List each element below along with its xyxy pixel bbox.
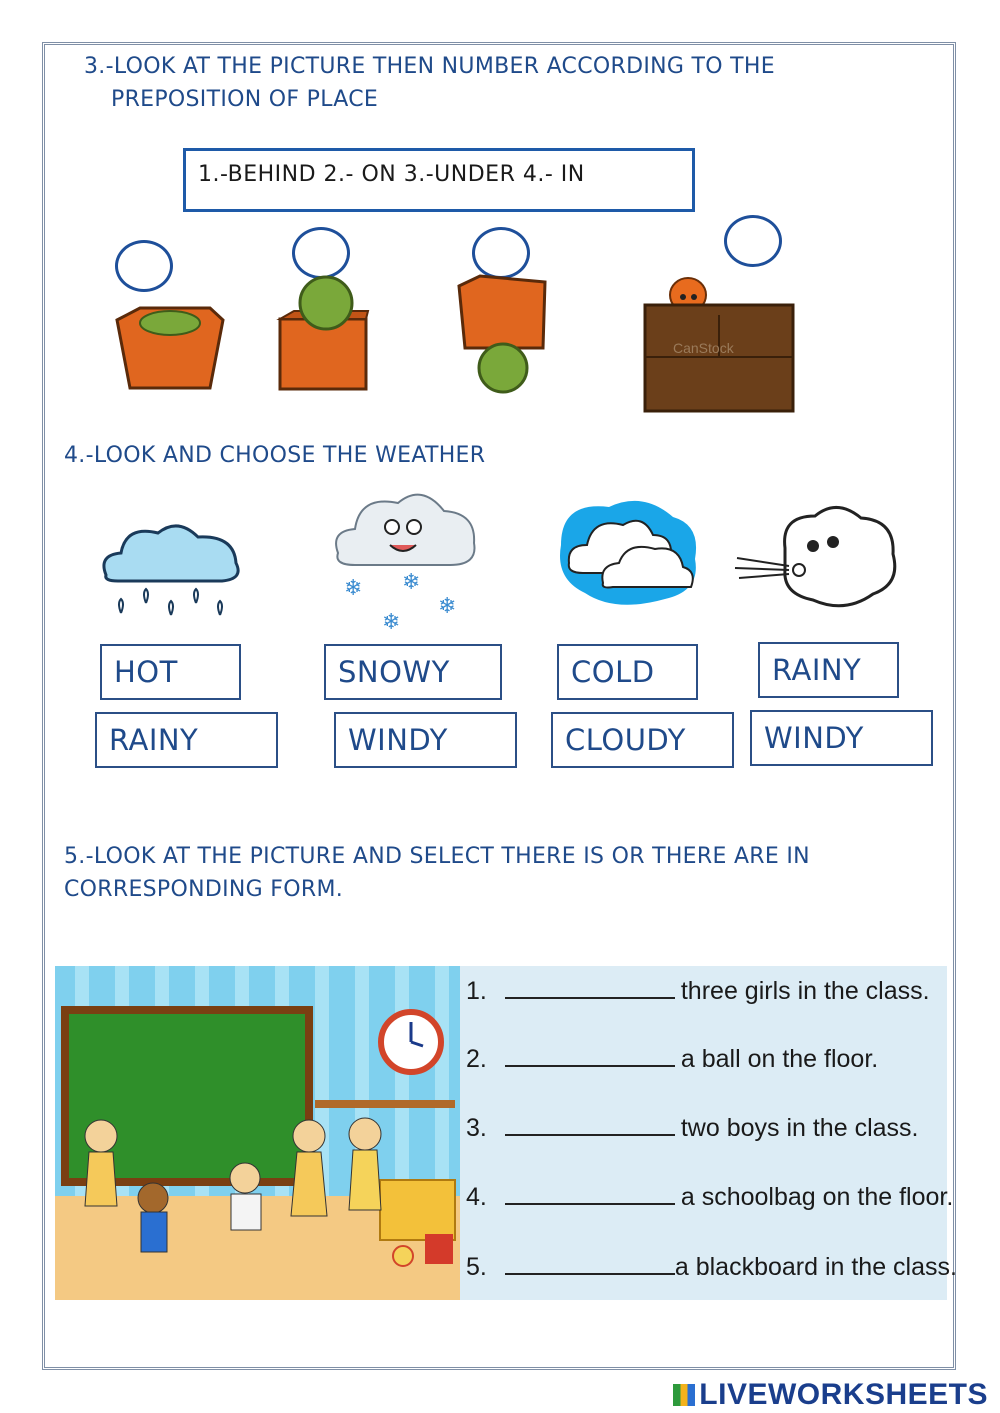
section4-heading: 4.-LOOK AND CHOOSE THE WEATHER [64,443,486,468]
section3-heading-line2: PREPOSITION OF PLACE [111,87,379,112]
sentence-1-text: three girls in the class. [680,977,930,1005]
answer-circle-2[interactable] [292,227,350,279]
sentence-1 [466,975,930,1006]
windy-cloud-picture [733,498,901,616]
sentence-4-blank[interactable] [505,1181,675,1205]
weather-option-3-bottom[interactable]: CLOUDY [551,712,734,768]
liveworksheets-logo-text: LIVEWORKSHEETS [699,1378,988,1411]
ball-on-box-picture [276,275,371,393]
prepositions-key-box: 1.-BEHIND 2.- ON 3.-UNDER 4.- IN [183,148,695,212]
ball-under-box-picture [455,272,550,394]
cloudy-picture [555,495,703,613]
sentence-4 [466,1181,953,1212]
weather-option-2-top[interactable]: SNOWY [324,644,502,700]
girl-behind-sofa-picture [643,275,795,413]
classroom-picture [55,966,460,1300]
weather-option-1-bottom[interactable]: RAINY [95,712,278,768]
sentence-5-number: 5. [466,1253,487,1281]
ball-in-box-picture [115,290,225,392]
sentence-2-number: 2. [466,1045,487,1073]
sentence-1-number: 1. [466,977,487,1005]
sentence-4-number: 4. [466,1183,487,1211]
svg-text:❄: ❄ [382,610,401,635]
section5-heading-line2: CORRESPONDING FORM. [64,877,344,902]
sentence-4-text: a schoolbag on the floor. [680,1183,954,1211]
sentence-3-number: 3. [466,1114,487,1142]
sentence-5 [466,1251,957,1282]
liveworksheets-logo-icon [673,1384,695,1406]
sentence-3-blank[interactable] [505,1112,675,1136]
section3-heading-line1: 3.-LOOK AT THE PICTURE THEN NUMBER ACCORDING TO THE [84,54,775,79]
sentence-5-blank[interactable] [505,1251,675,1275]
weather-option-4-top[interactable]: RAINY [758,642,899,698]
sentence-3 [466,1112,918,1143]
svg-text:❄: ❄ [402,570,421,595]
answer-circle-1[interactable] [115,240,173,292]
snow-cloud-picture [330,483,478,635]
svg-text:❄: ❄ [438,594,457,619]
liveworksheets-logo[interactable] [673,1378,988,1412]
canstock-watermark: CanStock [673,340,734,356]
sentence-2-text: a ball on the floor. [680,1045,879,1073]
section5-heading-line1: 5.-LOOK AT THE PICTURE AND SELECT THERE IS OR THERE ARE IN [64,844,810,869]
sentence-2-blank[interactable] [505,1043,675,1067]
sentence-2 [466,1043,878,1074]
weather-option-2-bottom[interactable]: WINDY [334,712,517,768]
weather-option-4-bottom[interactable]: WINDY [750,710,933,766]
answer-circle-4[interactable] [724,215,782,267]
sentence-1-blank[interactable] [505,975,675,999]
svg-text:❄: ❄ [344,576,363,601]
sentence-3-text: two boys in the class. [680,1114,919,1142]
weather-option-1-top[interactable]: HOT [100,644,241,700]
rain-cloud-picture [96,515,244,633]
weather-option-3-top[interactable]: COLD [557,644,698,700]
sentence-5-text: a blackboard in the class. [674,1253,957,1281]
